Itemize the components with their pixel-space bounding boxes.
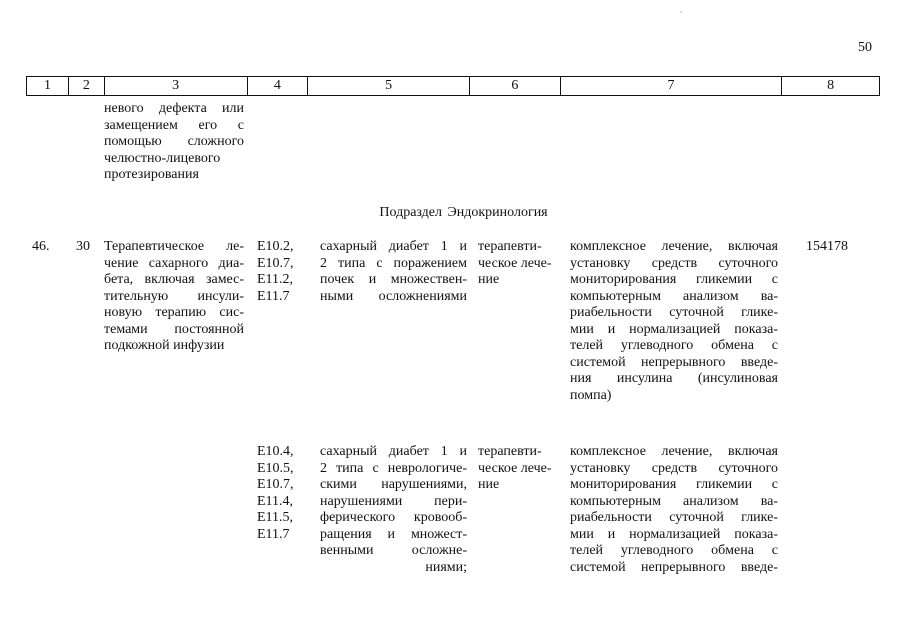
text-line: риабельности суточной глике-: [570, 305, 778, 320]
text-line: почек и множествен-: [320, 272, 467, 287]
text-line: сахарный диабет 1 и: [320, 444, 467, 459]
text-line: ческое лече-: [478, 460, 552, 476]
text-line: риабельности суточной глике-: [570, 510, 778, 525]
text-line: E11.7: [257, 288, 290, 304]
text-line: комплексное лечение, включая: [570, 444, 778, 459]
text-line: помощью сложного: [104, 134, 244, 149]
header-cell-4: 4: [248, 77, 309, 95]
text-line: ния инсулина (инсулиновая: [570, 371, 778, 386]
text-line: ческое лече-: [478, 255, 552, 271]
text-line: Терапевтическое ле-: [104, 239, 244, 254]
group-number: 30: [76, 239, 90, 254]
text-line: E11.4,: [257, 493, 294, 509]
text-line: установку средств суточного: [570, 460, 778, 476]
text-line: ращения и множест-: [320, 526, 467, 542]
text-line: установку средств суточного: [570, 255, 778, 271]
header-cell-3: 3: [105, 77, 248, 95]
treatment-kind-2: [478, 444, 552, 494]
text-line: комплексное лечение, включая: [570, 239, 778, 254]
text-line: ние: [478, 477, 500, 492]
treatment-kind: [478, 239, 552, 289]
text-line: E10.7,: [257, 255, 294, 271]
text-line: ние: [478, 272, 500, 287]
text-line: венными осложне-: [320, 543, 467, 558]
treatment-method: [570, 239, 778, 404]
text-line: E10.4,: [257, 444, 294, 459]
continued-treatment-name: [104, 101, 244, 184]
table-header-row: [26, 76, 880, 96]
text-line: ными осложнениями: [320, 288, 467, 304]
text-line: челюстно-лицевого: [104, 150, 221, 166]
text-line: помпа): [570, 387, 612, 403]
text-line: темами постоянной: [104, 321, 244, 337]
text-line: системой непрерывного введе-: [570, 559, 778, 575]
cost-value: 154178: [806, 239, 848, 254]
text-line: мониторирования гликемии с: [570, 477, 778, 492]
text-line: терапевти-: [478, 239, 542, 254]
page-number: 50: [858, 40, 872, 55]
text-line: E10.2,: [257, 239, 294, 254]
text-line: телей углеводного обмена с: [570, 543, 778, 558]
text-line: 2 типа с неврологиче-: [320, 460, 467, 476]
header-cell-7: 7: [561, 77, 782, 95]
text-line: мии и нормализацией показа-: [570, 321, 778, 337]
header-cell-8: 8: [827, 78, 835, 93]
text-line: телей углеводного обмена с: [570, 338, 778, 353]
text-line: чение сахарного диа-: [104, 255, 244, 271]
text-line: компьютерным анализом ва-: [570, 493, 778, 509]
header-cell-2: 2: [69, 77, 105, 95]
text-line: ферического кровооб-: [320, 510, 467, 525]
treatment-name: [104, 239, 244, 355]
text-line: ниями;: [425, 559, 467, 575]
text-line: тительную инсули-: [104, 288, 244, 304]
header-cell-1: 1: [27, 77, 69, 95]
row-number: 46.: [32, 239, 50, 254]
text-line: протезирования: [104, 167, 199, 182]
text-line: нарушениями пери-: [320, 493, 467, 509]
subsection-title: Подраздел Эндокринология: [379, 205, 548, 220]
text-line: скими нарушениями,: [320, 477, 467, 492]
text-line: E10.7,: [257, 477, 294, 492]
treatment-method-2: [570, 444, 778, 576]
text-line: E11.5,: [257, 510, 294, 525]
text-line: компьютерным анализом ва-: [570, 288, 778, 304]
header-cell-6: 6: [470, 77, 561, 95]
text-line: бета, включая замес-: [104, 272, 244, 287]
patient-model: [320, 239, 467, 305]
text-line: новую терапию сис-: [104, 305, 244, 320]
patient-model-2: [320, 444, 467, 576]
text-line: замещением его с: [104, 117, 244, 133]
text-line: 2 типа с поражением: [320, 255, 467, 271]
scan-speck: [680, 11, 682, 13]
icd-codes: [257, 239, 294, 305]
text-line: подкожной инфузии: [104, 338, 225, 353]
text-line: E11.2,: [257, 272, 294, 287]
text-line: сахарный диабет 1 и: [320, 239, 467, 254]
text-line: E10.5,: [257, 460, 294, 476]
text-line: терапевти-: [478, 444, 542, 459]
text-line: мониторирования гликемии с: [570, 272, 778, 287]
text-line: системой непрерывного введе-: [570, 354, 778, 370]
header-cell-5: 5: [308, 77, 470, 95]
text-line: E11.7: [257, 526, 290, 542]
icd-codes-2: [257, 444, 294, 543]
text-line: мии и нормализацией показа-: [570, 526, 778, 542]
text-line: невого дефекта или: [104, 101, 244, 116]
